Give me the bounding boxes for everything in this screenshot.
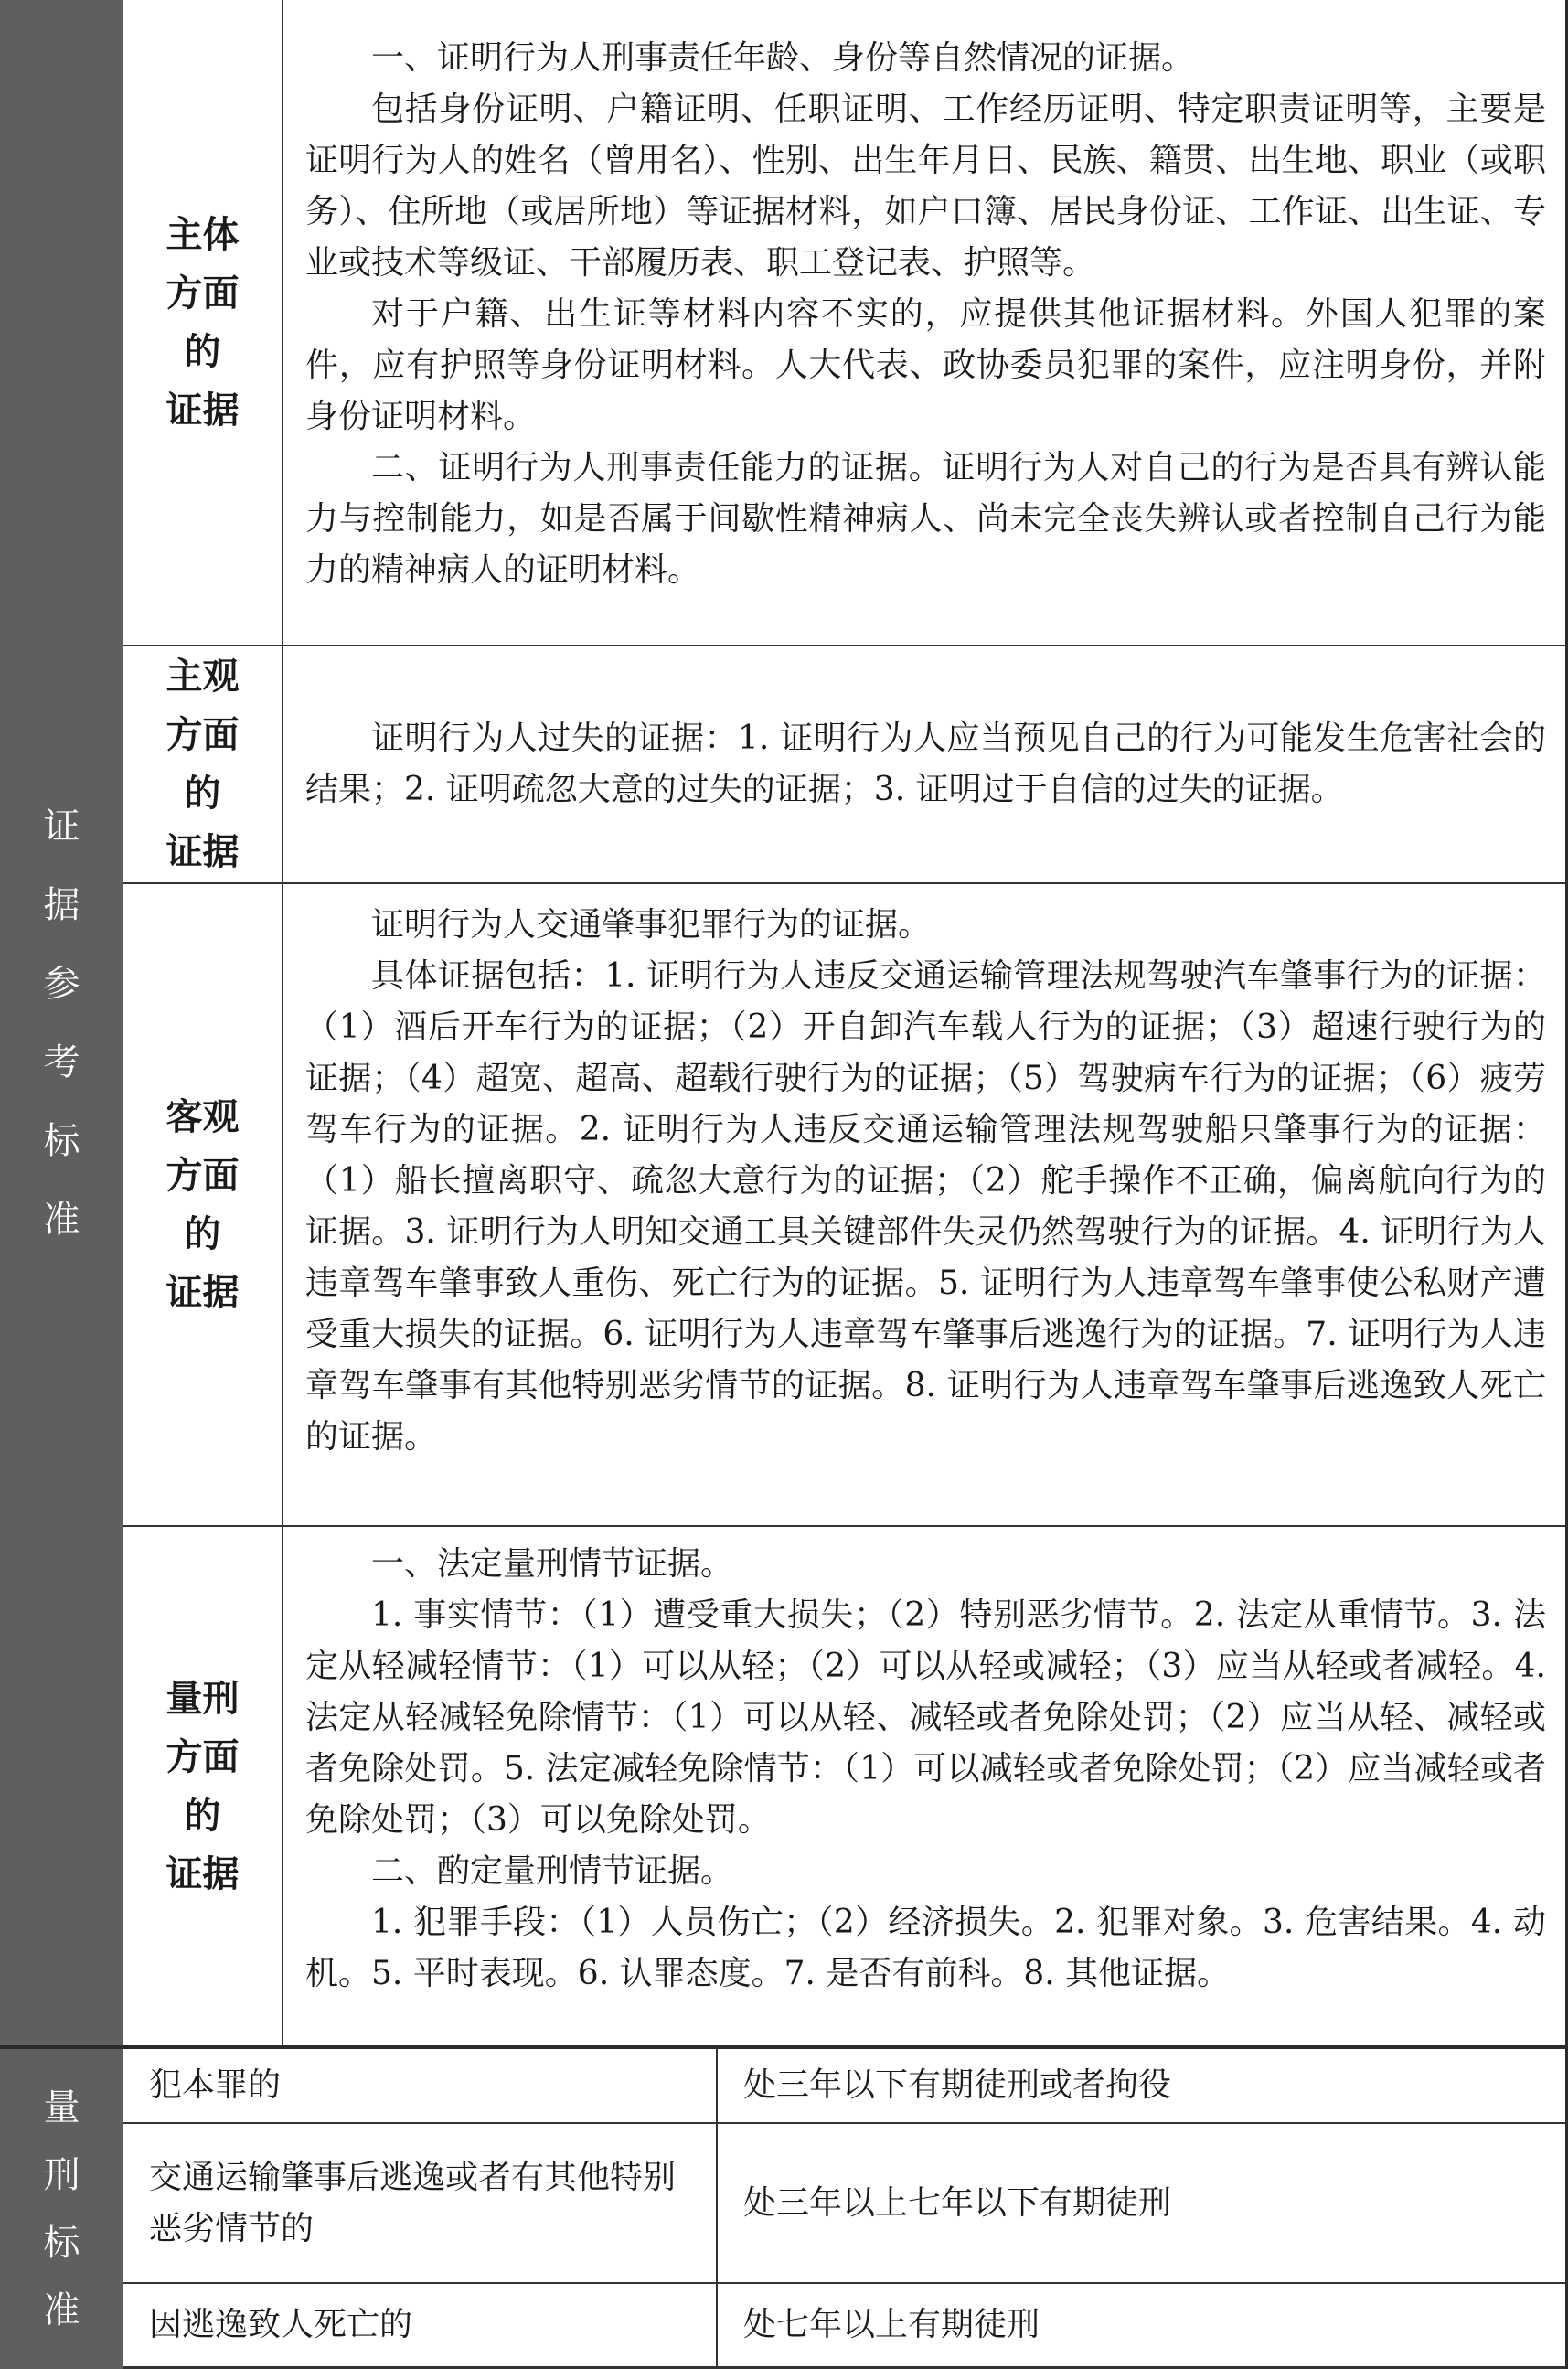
label-char: 证 [43, 805, 80, 848]
category-subjective-evidence [123, 646, 283, 882]
objective-evidence-content [285, 900, 1563, 1463]
category-line: 的 [184, 1794, 221, 1837]
category-line: 方面 [165, 272, 240, 315]
category-objective-evidence [123, 884, 283, 1525]
paragraph: 包括身份证明、户籍证明、任职证明、工作经历证明、特定职责证明等，主要是证明行为人的姓名（曾用名）、性别、出生年月日、民族、籍贯、出生地、职业（或职务）、住所地（或居所地）等证据材料，如户口簿、居民身份证、工作证、出生证、专业或技术等级证、干部履历表、职工登记表、护照等。 [305, 91, 1546, 282]
sentencing-standard-label [0, 2049, 123, 2369]
category-line: 的 [184, 773, 221, 815]
subject-evidence-content [285, 33, 1563, 596]
label-char: 标 [43, 2222, 80, 2264]
sentencing-row [123, 2049, 1565, 2122]
row-divider [123, 1525, 1565, 1527]
sentencing-penalty: 处三年以下有期徒刑或者拘役 [743, 2066, 1172, 2104]
label-char: 准 [43, 2289, 80, 2332]
sentencing-row [123, 2124, 1565, 2282]
sentencing-condition: 犯本罪的 [123, 2049, 718, 2122]
paragraph: 1. 犯罪手段：（1）人员伤亡；（2）经济损失。2. 犯罪对象。3. 危害结果。4. 动机。5. 平时表现。6. 认罪态度。7. 是否有前科。8. 其他证据。 [305, 1904, 1546, 1992]
label-char: 准 [43, 1198, 80, 1241]
paragraph: 二、证明行为人刑事责任能力的证据。证明行为人对自己的行为是否具有辨认能力与控制能力，如是否属于间歇性精神病人、尚未完全丧失辨认或者控制自己行为能力的精神病人的证明材料。 [305, 449, 1546, 589]
paragraph: 一、证明行为人刑事责任年龄、身份等自然情况的证据。 [371, 39, 1195, 77]
paragraph: 证明行为人过失的证据：1. 证明行为人应当预见自己的行为可能发生危害社会的结果；2. 证明疏忽大意的过失的证据；3. 证明过于自信的过失的证据。 [305, 720, 1546, 808]
label-char: 参 [43, 962, 80, 1005]
category-line: 的 [184, 1212, 221, 1255]
category-line: 方面 [165, 1735, 240, 1778]
sentencing-evidence-content [285, 1539, 1563, 2000]
label-char: 标 [43, 1119, 80, 1162]
row-divider [123, 645, 1565, 646]
category-line: 证据 [165, 1852, 240, 1895]
sentencing-condition: 交通运输肇事后逃逸或者有其他特别恶劣情节的 [123, 2124, 718, 2282]
category-sentencing-evidence [123, 1527, 283, 2045]
paragraph: 1. 事实情节：（1）遭受重大损失；（2）特别恶劣情节。2. 法定从重情节。3. 法定从轻减轻情节：（1）可以从轻；（2）可以从轻或减轻；（3）应当从轻或者减轻。4. 法定从轻减轻免除情节：（1）可以从轻、减轻或者免除处罚；（2）应当从轻、减轻或者免除处罚。5. 法定减轻免除情节：（1）可以减轻或者免除处罚；（2）应当减轻或者免除处罚；（3）可以免除处罚。 [305, 1596, 1546, 1839]
category-line: 客观 [165, 1095, 240, 1138]
paragraph: 对于户籍、出生证等材料内容不实的，应提供其他证据材料。外国人犯罪的案件，应有护照等身份证明材料。人大代表、政协委员犯罪的案件，应注明身份，并附身份证明材料。 [305, 295, 1546, 435]
evidence-reference-standard-label [0, 0, 123, 2045]
category-line: 证据 [165, 831, 240, 873]
paragraph: 具体证据包括：1. 证明行为人违反交通运输管理法规驾驶汽车肇事行为的证据：（1）酒后开车行为的证据；（2）开自卸汽车载人行为的证据；（3）超速行驶行为的证据；（4）超宽、超高、超载行驶行为的证据；（5）驾驶病车行为的证据；（6）疲劳驾车行为的证据。2. 证明行为人违反交通运输管理法规驾驶船只肇事行为的证据：（1）船长擅离职守、疏忽大意行为的证据；（2）舵手操作不正确，偏离航向行为的证据。3. 证明行为人明知交通工具关键部件失灵仍然驾驶行为的证据。4. 证明行为人违章驾车肇事致人重伤、死亡行为的证据。5. 证明行为人违章驾车肇事使公私财产遭受重大损失的证据。6. 证明行为人违章驾车肇事后逃逸行为的证据。7. 证明行为人违章驾车肇事有其他特别恶劣情节的证据。8. 证明行为人违章驾车肇事后逃逸致人死亡的证据。 [305, 957, 1546, 1456]
sentencing-penalty: 处三年以上七年以下有期徒刑 [743, 2183, 1172, 2222]
sentencing-row [123, 2284, 1565, 2366]
sentencing-penalty: 处七年以上有期徒刑 [743, 2306, 1040, 2343]
label-char: 考 [43, 1040, 80, 1083]
category-line: 证据 [165, 389, 240, 432]
label-char: 刑 [43, 2154, 80, 2196]
category-line: 主观 [165, 656, 240, 698]
category-line: 的 [184, 330, 221, 373]
row-divider [123, 882, 1565, 884]
category-line: 主体 [165, 213, 240, 256]
label-char: 据 [43, 883, 80, 926]
paragraph: 一、法定量刑情节证据。 [371, 1545, 734, 1583]
category-line: 方面 [165, 1154, 240, 1197]
paragraph: 证明行为人交通肇事犯罪行为的证据。 [371, 906, 932, 944]
category-line: 证据 [165, 1271, 240, 1314]
label-char: 量 [43, 2086, 80, 2129]
paragraph: 二、酌定量刑情节证据。 [371, 1852, 734, 1890]
category-line: 量刑 [165, 1677, 240, 1720]
subjective-evidence-content [285, 713, 1563, 816]
category-subject-evidence [123, 0, 283, 645]
category-line: 方面 [165, 714, 240, 756]
sentencing-condition: 因逃逸致人死亡的 [123, 2284, 718, 2366]
